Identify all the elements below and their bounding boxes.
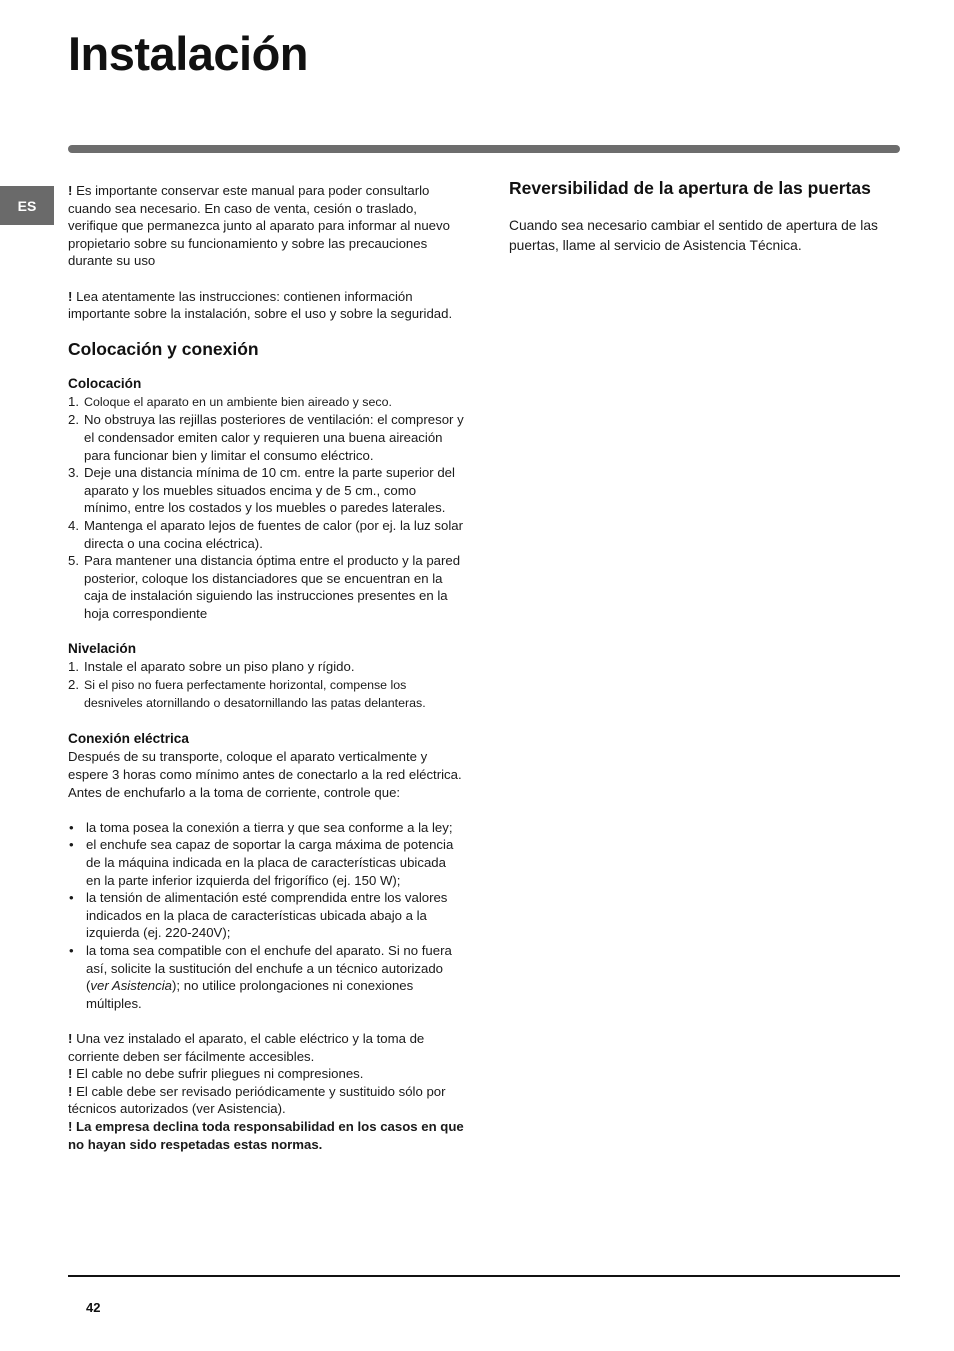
list-item: 4. Mantenga el aparato lejos de fuentes de calor (por ej. la luz solar directa o una cocina eléctrica). [68, 517, 463, 551]
footer-divider [68, 1275, 900, 1277]
cable-note-2: ! El cable no debe sufrir pliegues ni compresiones. [68, 1066, 364, 1082]
language-tab: ES [0, 186, 54, 225]
intro-note-2 [68, 288, 464, 323]
page-number: 42 [86, 1300, 101, 1315]
header-divider [68, 145, 900, 153]
liability-note: ! La empresa declina toda responsabilidad en los casos en que no hayan sido respetadas estas normas. [68, 1118, 464, 1152]
list-item: 1. Instale el aparato sobre un piso plano y rígido. [68, 659, 355, 675]
cable-note-1: ! Una vez instalado el aparato, el cable eléctrico y la toma de corriente deben ser fácilmente accesibles. [68, 1030, 425, 1064]
list-item: • el enchufe sea capaz de soportar la carga máxima de potencia de la máquina indicada en la placa de características ubicada en la parte inferior izquierda del frigorífico (ej. 150 W); [69, 837, 454, 888]
cable-note-3: ! El cable debe ser revisado periódicamente y sustituido sólo por técnicos autorizados (ver Asistencia). [68, 1083, 446, 1117]
intro-note-1 [68, 182, 464, 270]
right-column [509, 178, 901, 256]
bullet-icon: • [69, 837, 74, 853]
list-item: • la toma sea compatible con el enchufe del aparato. Si no fuera así, solicite la sustitución del enchufe a un técnico autorizado (ver Asistencia); no utilice prolongaciones ni conexiones múltiples. [69, 942, 452, 1011]
bullet-icon: • [69, 942, 74, 958]
warning-mark: ! [68, 1083, 73, 1099]
subheading-colocacion: Colocación [68, 375, 142, 391]
list-item: • la tensión de alimentación esté comprendida entre los valores indicados en la placa de características ubicada abajo a la izquierda (ej. 220-240V); [69, 890, 448, 941]
nivelacion-list [68, 658, 464, 713]
intro-note-2-text: Lea atentamente las instrucciones: contienen información importante sobre la instalación, sobre el uso y sobre la seguridad. [68, 288, 453, 322]
warning-mark: ! [68, 1066, 73, 1082]
list-item: 2. Si el piso no fuera perfectamente horizontal, compense los desniveles atornillando o desatornillando las patas delanteras. [68, 676, 426, 711]
bullet-icon: • [69, 890, 74, 906]
subheading-nivelacion: Nivelación [68, 641, 136, 657]
section-title-reversibilidad: Reversibilidad de la apertura de las puertas [509, 178, 871, 198]
bullet-icon: • [69, 819, 74, 835]
cross-reference: ver Asistencia [90, 978, 173, 994]
intro-note-1-text: Es importante conservar este manual para poder consultarlo cuando sea necesario. En caso de venta, cesión o traslado, verifique que permanezca junto al aparato para informar al nuevo propietario sobre su funcionamiento y sobre las precauciones durante su uso [68, 183, 450, 269]
list-item: 5. Para mantener una distancia óptima entre el producto y la pared posterior, coloque los distanciadores que se encuentran en la caja de instalación siguiendo las instrucciones presentes en la hoja correspondiente [68, 553, 461, 621]
colocacion-list [68, 393, 464, 623]
page-title: Instalación [68, 27, 309, 80]
reversibilidad-text: Cuando sea necesario cambiar el sentido de apertura de las puertas, llame al servicio de Asistencia Técnica. [509, 218, 878, 253]
left-column [68, 182, 464, 1153]
section-title-colocacion-conexion: Colocación y conexión [68, 338, 259, 359]
list-item: 1. Coloque el aparato en un ambiente bien aireado y seco. [68, 393, 392, 409]
conexion-checklist [68, 819, 464, 1013]
list-item: 3. Deje una distancia mínima de 10 cm. entre la parte superior del aparato y los muebles situados encima y de 5 cm., como mínimo, entre los costados y los muebles o paredes laterales. [68, 465, 455, 516]
list-item: • la toma posea la conexión a tierra y que sea conforme a la ley; [69, 819, 453, 835]
conexion-intro: Después de su transporte, coloque el aparato verticalmente y espere 3 horas como mínimo antes de conectarlo a la red eléctrica. Antes de enchufarlo a la toma de corriente, controle que: [68, 749, 462, 800]
warning-mark: ! [68, 183, 73, 198]
subheading-conexion-electrica: Conexión eléctrica [68, 731, 189, 747]
warning-mark: ! [68, 1030, 73, 1046]
warning-mark: ! [68, 288, 73, 304]
list-item: 2. No obstruya las rejillas posteriores de ventilación: el compresor y el condensador emiten calor y requieren una buena aireación para funcionar bien y limitar el consumo eléctrico. [68, 412, 464, 463]
